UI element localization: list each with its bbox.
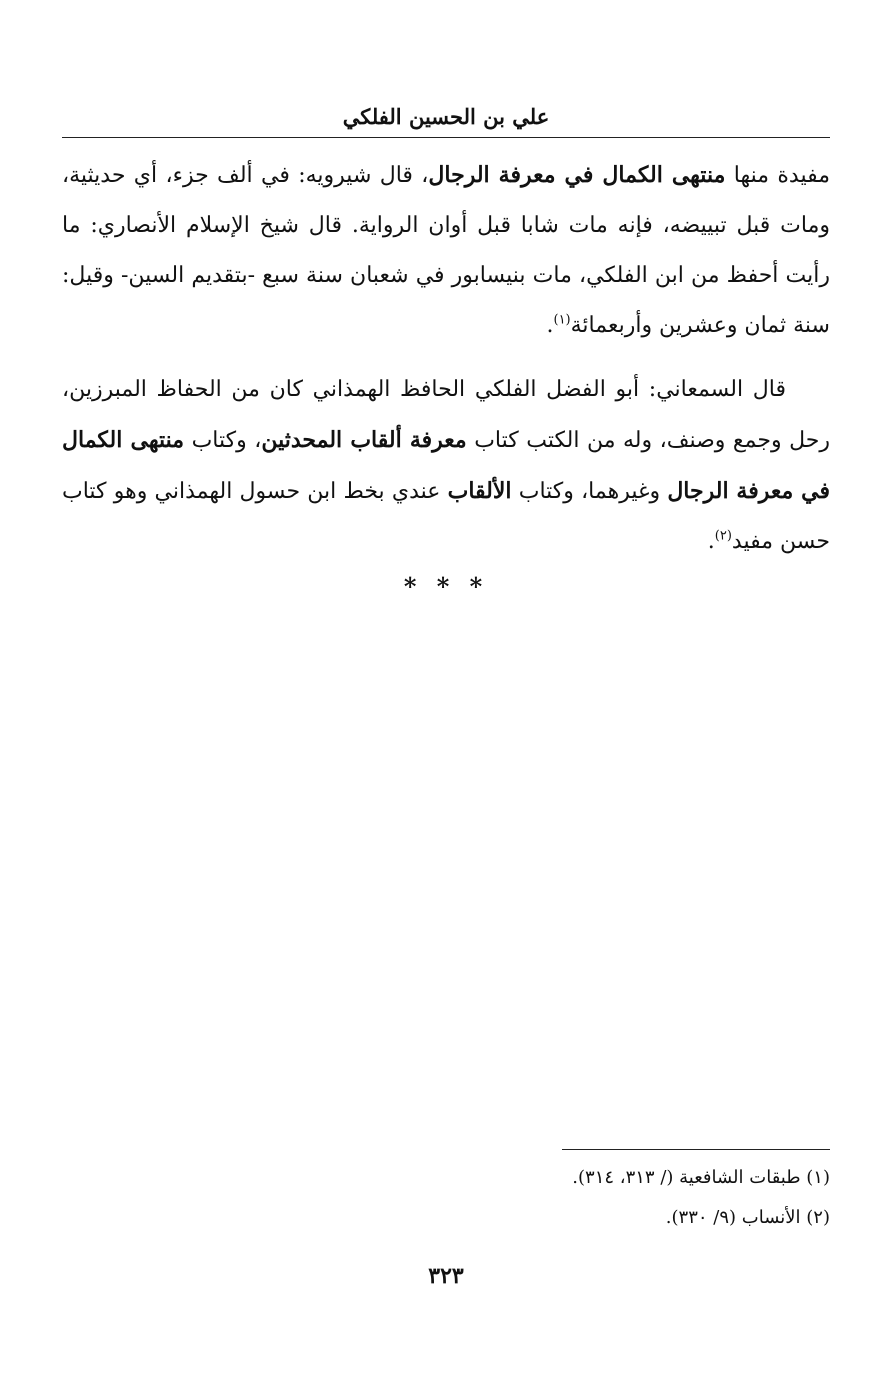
paragraph-1-text: ، قال شيرويه: في ألف جزء، أي حديثية، ومات قبل تبييضه، فإنه مات شابا قبل أوان الرواية. قال شيخ الإسلام الأنصاري: ما رأيت أحفظ من ابن الفلكي، مات بنيسابور في شعبان سنة سبع -بتقديم السين- وقيل: سنة ثمان وعشرين وأربعمائة <box>62 163 830 338</box>
footnotes <box>62 1158 830 1238</box>
paragraph-2-text: قال السمعاني: أبو الفضل الفلكي الحافظ الهمذاني كان من الحفاظ المبرزين، رحل وجمع وصنف، وله من الكتب كتاب <box>62 377 830 453</box>
main-text <box>62 150 830 581</box>
running-head-title: علي بن الحسين الفلكي <box>342 104 550 129</box>
paragraph-1-end: . <box>546 313 554 338</box>
footnote-rule <box>562 1149 830 1150</box>
paragraph-2-text: ، وكتاب <box>184 428 262 453</box>
page-number: ٣٢٣ <box>428 1263 464 1289</box>
section-divider-asterisks: * * * <box>403 572 489 601</box>
paragraph-2 <box>62 365 830 567</box>
book-title-alqab-al-muhaddithin: معرفة ألقاب المحدثين <box>261 427 467 453</box>
paragraph-2-text: وغيرهما، وكتاب <box>511 479 668 504</box>
footnote-ref-2: (٢) <box>714 528 732 544</box>
paragraph-2-text: عندي بخط ابن حسول الهمذاني وهو كتاب حسن مفيد <box>62 479 830 554</box>
footnote-1: (١) طبقات الشافعية (/ ٣١٣، ٣١٤). <box>572 1167 830 1188</box>
footnote-2: (٢) الأنساب (٩/ ٣٣٠). <box>665 1207 830 1228</box>
paragraph-1 <box>62 150 830 351</box>
book-title-muntaha-al-kamal: منتهى الكمال في معرفة الرجال <box>62 427 830 504</box>
footnote-ref-1: (١) <box>553 312 571 328</box>
book-title-muntaha-al-kamal: منتهى الكمال في معرفة الرجال <box>428 162 726 188</box>
book-title-al-alqab: الألقاب <box>447 478 512 504</box>
paragraph-2-end: . <box>707 529 715 554</box>
paragraph-1-text: مفيدة منها <box>725 163 830 188</box>
header-rule <box>62 137 830 138</box>
